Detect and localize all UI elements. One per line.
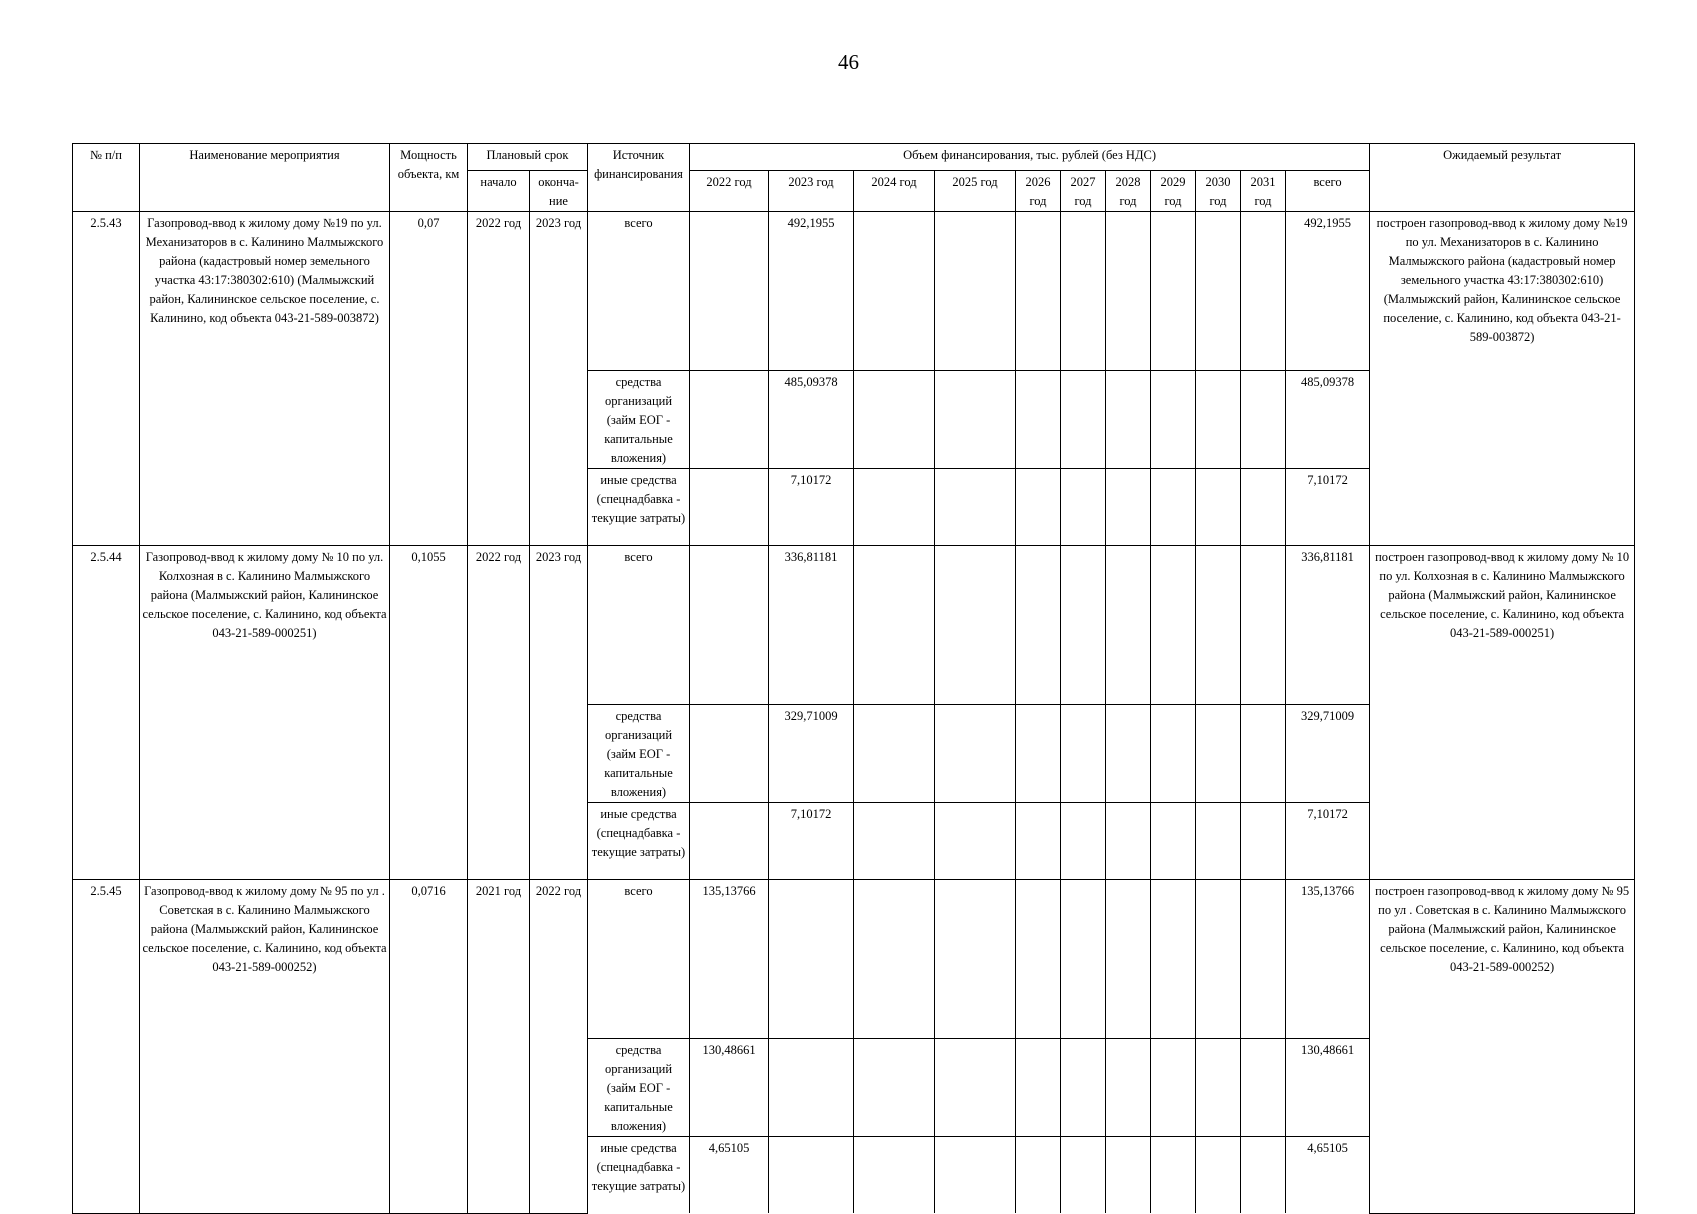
year-value-2028 (1106, 469, 1151, 546)
year-value-2022 (690, 705, 769, 803)
year-value-2023: 7,10172 (769, 469, 854, 546)
year-value-2022 (690, 803, 769, 880)
year-value-2027 (1061, 705, 1106, 803)
year-value-2026 (1016, 546, 1061, 705)
header-source: Источник финансирования (588, 144, 690, 212)
year-value-2031 (1241, 880, 1286, 1039)
year-value-2031 (1241, 371, 1286, 469)
source-label: всего (588, 880, 690, 1039)
year-value-2025 (935, 1137, 1016, 1214)
year-value-2028 (1106, 803, 1151, 880)
year-value-2027 (1061, 469, 1106, 546)
year-value-2023: 336,81181 (769, 546, 854, 705)
header-name: Наименование мероприятия (140, 144, 390, 212)
table-row (73, 546, 1635, 705)
year-value-2030 (1196, 371, 1241, 469)
total-value: 4,65105 (1286, 1137, 1370, 1214)
year-value-2028 (1106, 371, 1151, 469)
header-year-2024: 2024 год (854, 171, 935, 212)
year-value-2031 (1241, 469, 1286, 546)
year-value-2022 (690, 469, 769, 546)
year-value-2031 (1241, 546, 1286, 705)
total-value: 135,13766 (1286, 880, 1370, 1039)
year-value-2025 (935, 546, 1016, 705)
year-value-2030 (1196, 212, 1241, 371)
total-value: 130,48661 (1286, 1039, 1370, 1137)
year-value-2024 (854, 1039, 935, 1137)
table-row (73, 212, 1635, 371)
page-number: 46 (838, 50, 859, 74)
header-year-2030: 2030 год (1196, 171, 1241, 212)
year-value-2025 (935, 803, 1016, 880)
source-label: иные средства (спецнадбавка - текущие затраты) (588, 803, 690, 880)
year-value-2031 (1241, 705, 1286, 803)
year-value-2026 (1016, 1039, 1061, 1137)
year-value-2028 (1106, 1137, 1151, 1214)
header-year-2031: 2031 год (1241, 171, 1286, 212)
year-value-2026 (1016, 803, 1061, 880)
total-value: 485,09378 (1286, 371, 1370, 469)
year-value-2024 (854, 371, 935, 469)
source-label: всего (588, 212, 690, 371)
year-value-2024 (854, 803, 935, 880)
year-value-2026 (1016, 880, 1061, 1039)
year-value-2030 (1196, 1039, 1241, 1137)
header-year-2027: 2027 год (1061, 171, 1106, 212)
year-value-2024 (854, 212, 935, 371)
header-year-2023: 2023 год (769, 171, 854, 212)
header-year-2029: 2029 год (1151, 171, 1196, 212)
header-year-2028: 2028 год (1106, 171, 1151, 212)
year-value-2029 (1151, 469, 1196, 546)
event-name: Газопровод-ввод к жилому дому №19 по ул. Механизаторов в с. Калинино Малмыжского района (кадастровый номер земельного участка 43:17:380302:610) (Малмыжский район, Калининское сельское поселение, с. Калинино, код объекта 043-21-589-003872) (140, 212, 390, 546)
source-label: всего (588, 546, 690, 705)
year-value-2024 (854, 546, 935, 705)
total-value: 7,10172 (1286, 803, 1370, 880)
year-value-2027 (1061, 1039, 1106, 1137)
year-value-2025 (935, 469, 1016, 546)
year-value-2022 (690, 546, 769, 705)
header-total: всего (1286, 171, 1370, 212)
year-value-2031 (1241, 803, 1286, 880)
year-value-2025 (935, 705, 1016, 803)
total-value: 492,1955 (1286, 212, 1370, 371)
year-value-2026 (1016, 371, 1061, 469)
year-value-2027 (1061, 880, 1106, 1039)
year-value-2030 (1196, 1137, 1241, 1214)
source-label: иные средства (спецнадбавка - текущие затраты) (588, 469, 690, 546)
year-value-2027 (1061, 1137, 1106, 1214)
year-value-2027 (1061, 546, 1106, 705)
year-value-2029 (1151, 880, 1196, 1039)
year-value-2022 (690, 371, 769, 469)
year-value-2024 (854, 705, 935, 803)
year-value-2025 (935, 880, 1016, 1039)
header-capacity: Мощность объекта, км (390, 144, 468, 212)
year-value-2022: 135,13766 (690, 880, 769, 1039)
financing-table (72, 143, 1635, 1214)
year-value-2023: 492,1955 (769, 212, 854, 371)
year-value-2030 (1196, 880, 1241, 1039)
year-value-2024 (854, 880, 935, 1039)
year-value-2030 (1196, 546, 1241, 705)
period-start: 2021 год (468, 880, 530, 1214)
year-value-2026 (1016, 1137, 1061, 1214)
year-value-2031 (1241, 212, 1286, 371)
event-name: Газопровод-ввод к жилому дому № 95 по ул . Советская в с. Калинино Малмыжского района (Малмыжский район, Калининское сельское поселение, с. Калинино, код объекта 043-21-589-000252) (140, 880, 390, 1214)
header-period-end: оконча-ние (530, 171, 588, 212)
source-label: средства организаций (займ ЕОГ - капитальные вложения) (588, 371, 690, 469)
year-value-2026 (1016, 212, 1061, 371)
year-value-2029 (1151, 371, 1196, 469)
header-year-2025: 2025 год (935, 171, 1016, 212)
row-number: 2.5.43 (73, 212, 140, 546)
year-value-2022 (690, 212, 769, 371)
year-value-2024 (854, 1137, 935, 1214)
year-value-2029 (1151, 803, 1196, 880)
year-value-2025 (935, 212, 1016, 371)
source-label: иные средства (спецнадбавка - текущие затраты) (588, 1137, 690, 1214)
year-value-2029 (1151, 705, 1196, 803)
header-period: Плановый срок (468, 144, 588, 171)
year-value-2024 (854, 469, 935, 546)
year-value-2027 (1061, 803, 1106, 880)
period-end: 2022 год (530, 880, 588, 1214)
source-label: средства организаций (займ ЕОГ - капитальные вложения) (588, 705, 690, 803)
header-num: № п/п (73, 144, 140, 212)
capacity-value: 0,07 (390, 212, 468, 546)
header-result: Ожидаемый результат (1370, 144, 1635, 212)
year-value-2025 (935, 1039, 1016, 1137)
year-value-2031 (1241, 1137, 1286, 1214)
capacity-value: 0,0716 (390, 880, 468, 1214)
year-value-2023 (769, 1137, 854, 1214)
year-value-2030 (1196, 469, 1241, 546)
year-value-2028 (1106, 546, 1151, 705)
year-value-2029 (1151, 1137, 1196, 1214)
table-body (73, 212, 1635, 1214)
row-number: 2.5.45 (73, 880, 140, 1214)
year-value-2022: 4,65105 (690, 1137, 769, 1214)
year-value-2023 (769, 880, 854, 1039)
header-year-2026: 2026 год (1016, 171, 1061, 212)
year-value-2023: 7,10172 (769, 803, 854, 880)
row-number: 2.5.44 (73, 546, 140, 880)
expected-result: построен газопровод-ввод к жилому дому № 10 по ул. Колхозная в с. Калинино Малмыжского района (Малмыжский район, Калининское сельское поселение, с. Калинино, код объекта 043-21-589-000251) (1370, 546, 1635, 880)
expected-result: построен газопровод-ввод к жилому дому №19 по ул. Механизаторов в с. Калинино Малмыжского района (кадастровый номер земельного участка 43:17:380302:610) (Малмыжский район, Калининское сельское поселение, с. Калинино, код объекта 043-21-589-003872) (1370, 212, 1635, 546)
header-year-2022: 2022 год (690, 171, 769, 212)
table-row (73, 880, 1635, 1039)
capacity-value: 0,1055 (390, 546, 468, 880)
year-value-2025 (935, 371, 1016, 469)
year-value-2026 (1016, 469, 1061, 546)
header-period-start: начало (468, 171, 530, 212)
year-value-2030 (1196, 803, 1241, 880)
year-value-2027 (1061, 371, 1106, 469)
year-value-2023 (769, 1039, 854, 1137)
period-end: 2023 год (530, 212, 588, 546)
period-end: 2023 год (530, 546, 588, 880)
year-value-2029 (1151, 546, 1196, 705)
year-value-2023: 329,71009 (769, 705, 854, 803)
year-value-2030 (1196, 705, 1241, 803)
year-value-2029 (1151, 1039, 1196, 1137)
year-value-2022: 130,48661 (690, 1039, 769, 1137)
period-start: 2022 год (468, 546, 530, 880)
total-value: 336,81181 (1286, 546, 1370, 705)
period-start: 2022 год (468, 212, 530, 546)
year-value-2026 (1016, 705, 1061, 803)
year-value-2028 (1106, 705, 1151, 803)
total-value: 329,71009 (1286, 705, 1370, 803)
expected-result: построен газопровод-ввод к жилому дому № 95 по ул . Советская в с. Калинино Малмыжского района (Малмыжский район, Калининское сельское поселение, с. Калинино, код объекта 043-21-589-000252) (1370, 880, 1635, 1214)
source-label: средства организаций (займ ЕОГ - капитальные вложения) (588, 1039, 690, 1137)
header-volume: Объем финансирования, тыс. рублей (без НДС) (690, 144, 1370, 171)
event-name: Газопровод-ввод к жилому дому № 10 по ул. Колхозная в с. Калинино Малмыжского района (Малмыжский район, Калининское сельское поселение, с. Калинино, код объекта 043-21-589-000251) (140, 546, 390, 880)
year-value-2031 (1241, 1039, 1286, 1137)
year-value-2028 (1106, 212, 1151, 371)
year-value-2027 (1061, 212, 1106, 371)
year-value-2029 (1151, 212, 1196, 371)
total-value: 7,10172 (1286, 469, 1370, 546)
year-value-2028 (1106, 1039, 1151, 1137)
year-value-2023: 485,09378 (769, 371, 854, 469)
year-value-2028 (1106, 880, 1151, 1039)
